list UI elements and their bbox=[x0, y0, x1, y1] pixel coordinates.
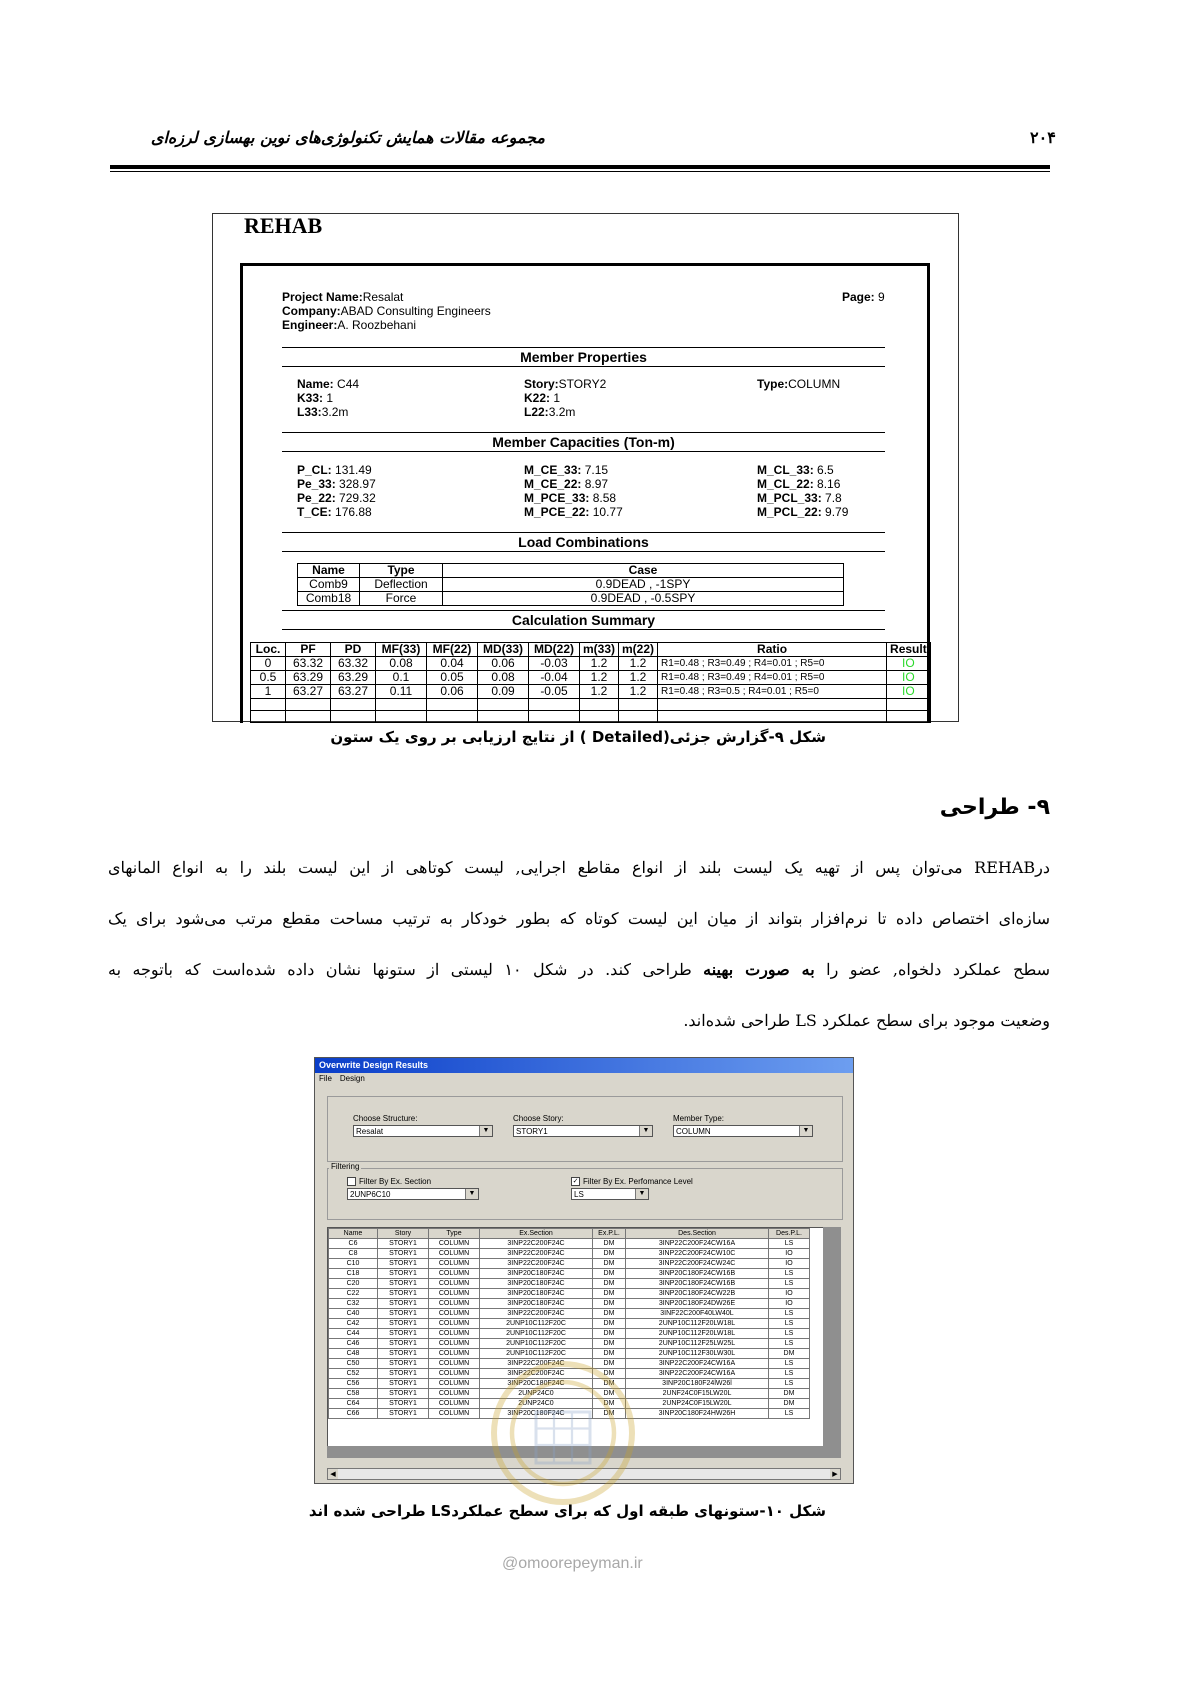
choose-structure-label: Choose Structure: bbox=[353, 1114, 418, 1123]
grid-cell[interactable]: STORY1 bbox=[378, 1409, 429, 1419]
capacities-col2 bbox=[524, 463, 623, 519]
divider bbox=[282, 451, 885, 452]
grid-cell[interactable]: STORY1 bbox=[378, 1359, 429, 1369]
capacity-item: T_CE: 176.88 bbox=[297, 505, 372, 519]
member-capacities-heading: Member Capacities (Ton-m) bbox=[492, 434, 675, 450]
grid-cell[interactable]: DM bbox=[593, 1279, 626, 1289]
table-cell: 1.2 bbox=[580, 657, 619, 671]
grid-cell[interactable]: C56 bbox=[329, 1379, 378, 1389]
grid-cell[interactable]: DM bbox=[593, 1329, 626, 1339]
capacity-item: M_PCE_33: 8.58 bbox=[524, 491, 617, 505]
grid-cell[interactable]: COLUMN bbox=[429, 1359, 480, 1369]
project-line: Project Name:Resalat bbox=[282, 290, 404, 304]
grid-cell[interactable]: 2UNP10C112F20LW18L bbox=[626, 1329, 769, 1339]
grid-cell[interactable]: C58 bbox=[329, 1389, 378, 1399]
grid-cell[interactable]: LS bbox=[769, 1319, 810, 1329]
grid-cell[interactable]: 2UNP10C112F20C bbox=[480, 1319, 593, 1329]
grid-cell[interactable]: DM bbox=[593, 1299, 626, 1309]
grid-cell[interactable]: DM bbox=[593, 1409, 626, 1419]
capacity-item: Pe_22: 729.32 bbox=[297, 491, 376, 505]
filter-performance-select[interactable]: LS ▼ bbox=[571, 1188, 649, 1200]
cs-header: m(22) bbox=[619, 643, 658, 657]
table-cell: 63.32 bbox=[331, 657, 376, 671]
grid-cell[interactable]: COLUMN bbox=[429, 1409, 480, 1419]
grid-cell[interactable]: STORY1 bbox=[378, 1369, 429, 1379]
capacities-col1 bbox=[297, 463, 376, 519]
grid-cell[interactable]: STORY1 bbox=[378, 1339, 429, 1349]
table-row bbox=[251, 671, 931, 685]
lc-header: Name bbox=[298, 564, 360, 578]
grid-cell[interactable]: 2UNF24C0F15LW20L bbox=[626, 1389, 769, 1399]
grid-header[interactable]: Des.Section bbox=[626, 1229, 769, 1239]
filtering-label: Filtering bbox=[331, 1162, 360, 1171]
grid-cell[interactable]: C64 bbox=[329, 1399, 378, 1409]
rehab-title: REHAB bbox=[244, 213, 323, 238]
grid-cell[interactable]: C8 bbox=[329, 1249, 378, 1259]
grid-cell[interactable]: 3INP22C200F24CW24C bbox=[626, 1259, 769, 1269]
table-row bbox=[251, 685, 931, 699]
member-l22: L22:3.2m bbox=[524, 405, 576, 419]
grid-cell[interactable]: LS bbox=[769, 1369, 810, 1379]
lc-header: Case bbox=[443, 564, 844, 578]
journal-title: مجموعه مقالات همایش تکنولوژی‌های نوین بهسازی لرزه‌ای bbox=[150, 128, 545, 147]
grid-cell[interactable]: 3INP22C200F24C bbox=[480, 1249, 593, 1259]
grid-cell[interactable]: 3INP22C200F24CW16A bbox=[626, 1239, 769, 1249]
menu-file[interactable]: File bbox=[319, 1074, 332, 1083]
grid-cell[interactable]: COLUMN bbox=[429, 1249, 480, 1259]
member-story: Story:STORY2 bbox=[524, 377, 607, 391]
grid-cell[interactable]: IO bbox=[769, 1259, 810, 1269]
table-cell: R1=0.48 ; R3=0.49 ; R4=0.01 ; R5=0 bbox=[658, 657, 887, 671]
chevron-down-icon[interactable]: ▼ bbox=[635, 1189, 648, 1199]
figure-10-caption: شکل ۱۰-ستونهای طبقه اول که برای سطح عملکردLS طراحی شده اند bbox=[308, 1502, 826, 1520]
table-row bbox=[298, 578, 844, 592]
choose-story-label: Choose Story: bbox=[513, 1114, 564, 1123]
grid-cell[interactable]: DM bbox=[593, 1239, 626, 1249]
header-rule bbox=[110, 165, 1050, 169]
capacity-item: Pe_33: 328.97 bbox=[297, 477, 376, 491]
table-row[interactable] bbox=[329, 1259, 810, 1269]
table-row bbox=[251, 657, 931, 671]
grid-cell[interactable]: C32 bbox=[329, 1299, 378, 1309]
grid-cell[interactable]: DM bbox=[593, 1399, 626, 1409]
grid-cell[interactable]: 3INP20C180F24C bbox=[480, 1269, 593, 1279]
grid-cell[interactable]: STORY1 bbox=[378, 1289, 429, 1299]
table-cell: 0.5 bbox=[251, 671, 286, 685]
chevron-down-icon[interactable]: ▼ bbox=[479, 1126, 492, 1136]
grid-cell[interactable]: STORY1 bbox=[378, 1329, 429, 1339]
grid-cell[interactable]: COLUMN bbox=[429, 1369, 480, 1379]
capacity-item: M_PCE_22: 10.77 bbox=[524, 505, 623, 519]
table-cell: 0.1 bbox=[376, 671, 427, 685]
grid-cell[interactable]: COLUMN bbox=[429, 1329, 480, 1339]
figure-9-caption: شکل ۹-گزارش جزئی(Detailed ) از نتایج ارزیابی بر روی یک ستون bbox=[330, 728, 826, 746]
table-row[interactable] bbox=[329, 1349, 810, 1359]
divider bbox=[282, 366, 885, 367]
paragraph-line: وضعیت موجود برای سطح عملکرد LS طراحی شده‌اند. bbox=[683, 1011, 1050, 1030]
table-cell: 0.06 bbox=[478, 657, 529, 671]
grid-header[interactable]: Ex.P.L. bbox=[593, 1229, 626, 1239]
table-cell: 0.9DEAD , -0.5SPY bbox=[443, 592, 844, 606]
table-cell: 63.29 bbox=[286, 671, 331, 685]
grid-cell[interactable]: 3INF22C200F40LW40L bbox=[626, 1309, 769, 1319]
divider bbox=[282, 347, 885, 348]
grid-cell[interactable]: STORY1 bbox=[378, 1239, 429, 1249]
table-cell: 1.2 bbox=[619, 671, 658, 685]
grid-cell[interactable]: COLUMN bbox=[429, 1349, 480, 1359]
table-cell: R1=0.48 ; R3=0.49 ; R4=0.01 ; R5=0 bbox=[658, 671, 887, 685]
member-type: Type:COLUMN bbox=[757, 377, 841, 391]
window-title: Overwrite Design Results bbox=[315, 1058, 853, 1073]
grid-cell[interactable]: DM bbox=[593, 1379, 626, 1389]
divider bbox=[282, 629, 885, 630]
grid-cell[interactable]: DM bbox=[769, 1389, 810, 1399]
grid-cell[interactable]: STORY1 bbox=[378, 1259, 429, 1269]
grid-cell[interactable]: LS bbox=[769, 1269, 810, 1279]
chevron-down-icon[interactable]: ▼ bbox=[465, 1189, 478, 1199]
grid-cell[interactable]: 3INP20C180F24CW16B bbox=[626, 1269, 769, 1279]
grid-cell[interactable]: COLUMN bbox=[429, 1299, 480, 1309]
grid-cell[interactable]: LS bbox=[769, 1359, 810, 1369]
capacities-col3 bbox=[757, 463, 848, 519]
paragraph-line: درREHAB می‌توان پس از تهیه یک لیست بلند از انواع مقاطع اجرایی, لیست کوتاهی از این لیست بلند را به انواع المانهای bbox=[108, 858, 1050, 877]
table-cell: 1.2 bbox=[580, 685, 619, 699]
result-cell: IO bbox=[887, 671, 931, 685]
grid-cell[interactable]: LS bbox=[769, 1329, 810, 1339]
grid-cell[interactable]: COLUMN bbox=[429, 1389, 480, 1399]
table-cell: R1=0.48 ; R3=0.5 ; R4=0.01 ; R5=0 bbox=[658, 685, 887, 699]
grid-cell[interactable]: C20 bbox=[329, 1279, 378, 1289]
grid-cell[interactable]: C22 bbox=[329, 1289, 378, 1299]
grid-cell[interactable]: 2UNP10C112F25LW25L bbox=[626, 1339, 769, 1349]
grid-cell[interactable]: COLUMN bbox=[429, 1339, 480, 1349]
grid-cell[interactable]: C42 bbox=[329, 1319, 378, 1329]
capacity-item: M_CE_22: 8.97 bbox=[524, 477, 609, 491]
table-row-empty bbox=[251, 699, 931, 711]
grid-cell[interactable]: LS bbox=[769, 1339, 810, 1349]
grid-cell[interactable]: COLUMN bbox=[429, 1279, 480, 1289]
menu-design[interactable]: Design bbox=[339, 1074, 365, 1083]
capacity-item: M_CL_33: 6.5 bbox=[757, 463, 834, 477]
grid-cell[interactable]: C66 bbox=[329, 1409, 378, 1419]
cs-header: MF(22) bbox=[427, 643, 478, 657]
grid-cell[interactable]: LS bbox=[769, 1239, 810, 1249]
grid-cell[interactable]: 3INP20C180F24C bbox=[480, 1409, 593, 1419]
table-row[interactable] bbox=[329, 1279, 810, 1289]
table-row[interactable] bbox=[329, 1339, 810, 1349]
grid-cell[interactable]: 3INP20C180F24lW26l bbox=[626, 1379, 769, 1389]
table-cell: 63.27 bbox=[331, 685, 376, 699]
member-l33: L33:3.2m bbox=[297, 405, 349, 419]
choose-structure-select[interactable]: Resalat ▼ bbox=[353, 1125, 493, 1137]
grid-cell[interactable]: 2UNP24C0 bbox=[480, 1389, 593, 1399]
grid-cell[interactable]: STORY1 bbox=[378, 1249, 429, 1259]
divider bbox=[282, 610, 885, 611]
table-cell: 0.08 bbox=[376, 657, 427, 671]
divider bbox=[282, 432, 885, 433]
grid-cell[interactable]: C10 bbox=[329, 1259, 378, 1269]
grid-empty-area bbox=[823, 1227, 841, 1446]
member-name: Name: C44 bbox=[297, 377, 360, 391]
grid-cell[interactable]: COLUMN bbox=[429, 1399, 480, 1409]
grid-cell[interactable]: COLUMN bbox=[429, 1269, 480, 1279]
checkbox-checked-icon[interactable]: ✓ bbox=[572, 1178, 579, 1186]
table-cell: 0.9DEAD , -1SPY bbox=[443, 578, 844, 592]
table-cell: 0.04 bbox=[427, 657, 478, 671]
grid-header[interactable]: Story bbox=[378, 1229, 429, 1239]
grid-cell[interactable]: 2UNP10C112F20C bbox=[480, 1349, 593, 1359]
grid-header[interactable]: Name bbox=[329, 1229, 378, 1239]
table-cell: 1.2 bbox=[580, 671, 619, 685]
grid-cell[interactable]: 2UNP10C112F20C bbox=[480, 1339, 593, 1349]
capacity-item: P_CL: 131.49 bbox=[297, 463, 372, 477]
grid-cell[interactable]: 3INP20C180F24CW16B bbox=[626, 1279, 769, 1289]
cs-header: PD bbox=[331, 643, 376, 657]
grid-cell[interactable]: LS bbox=[769, 1309, 810, 1319]
grid-cell[interactable]: DM bbox=[593, 1359, 626, 1369]
watermark-seal-icon bbox=[488, 1358, 638, 1508]
grid-cell[interactable]: 2UNP10C112F20LW18L bbox=[626, 1319, 769, 1329]
grid-cell[interactable]: C18 bbox=[329, 1269, 378, 1279]
grid-header[interactable]: Des.P.L. bbox=[769, 1229, 810, 1239]
grid-cell[interactable]: DM bbox=[593, 1369, 626, 1379]
grid-cell[interactable]: DM bbox=[593, 1249, 626, 1259]
capacity-item: M_PCL_22: 9.79 bbox=[757, 505, 849, 519]
result-cell: IO bbox=[887, 685, 931, 699]
filter-section-checkbox[interactable]: Filter By Ex. Section bbox=[347, 1177, 431, 1186]
grid-cell[interactable]: IO bbox=[769, 1289, 810, 1299]
emphasis: به صورت بهینه bbox=[703, 960, 815, 979]
company-line: Company:ABAD Consulting Engineers bbox=[282, 304, 491, 318]
grid-cell[interactable]: 2UNP24C0F15LW20L bbox=[626, 1399, 769, 1409]
grid-cell[interactable]: DM bbox=[769, 1399, 810, 1409]
capacity-item: M_CL_22: 8.16 bbox=[757, 477, 841, 491]
grid-header[interactable]: Type bbox=[429, 1229, 480, 1239]
grid-cell[interactable]: DM bbox=[593, 1309, 626, 1319]
grid-cell[interactable]: STORY1 bbox=[378, 1379, 429, 1389]
table-row bbox=[298, 592, 844, 606]
calculation-summary-heading: Calculation Summary bbox=[511, 612, 656, 628]
table-cell: 0.06 bbox=[427, 685, 478, 699]
table-cell: -0.05 bbox=[529, 685, 580, 699]
cs-header: MD(22) bbox=[529, 643, 580, 657]
section-heading: ۹- طراحی bbox=[939, 795, 1050, 820]
grid-cell[interactable]: 3INP20C180F24HW26H bbox=[626, 1409, 769, 1419]
grid-cell[interactable]: STORY1 bbox=[378, 1399, 429, 1409]
table-row[interactable] bbox=[329, 1319, 810, 1329]
grid-cell[interactable]: C52 bbox=[329, 1369, 378, 1379]
grid-cell[interactable]: 3INP22C200F24CW16A bbox=[626, 1359, 769, 1369]
table-cell: 0.05 bbox=[427, 671, 478, 685]
cs-header: m(33) bbox=[580, 643, 619, 657]
grid-cell[interactable]: C6 bbox=[329, 1239, 378, 1249]
table-row-empty bbox=[251, 711, 931, 723]
scroll-left-icon[interactable]: ◀ bbox=[328, 1469, 338, 1479]
watermark-text: @omoorepeyman.ir bbox=[502, 1555, 643, 1572]
table-cell: Comb18 bbox=[298, 592, 360, 606]
table-cell: 0 bbox=[251, 657, 286, 671]
table-cell: 0.08 bbox=[478, 671, 529, 685]
grid-cell[interactable]: STORY1 bbox=[378, 1279, 429, 1289]
grid-cell[interactable]: 3INP20C180F24C bbox=[480, 1379, 593, 1389]
grid-cell[interactable]: STORY1 bbox=[378, 1309, 429, 1319]
grid-cell[interactable]: DM bbox=[593, 1319, 626, 1329]
paragraph-line: سطح عملکرد دلخواه, عضو را به صورت بهینه طراحی کند. در شکل ۱۰ لیستی از ستونها نشان داده شده‌است که باتوجه به bbox=[108, 960, 1050, 979]
grid-cell[interactable]: 3INP22C200F24C bbox=[480, 1369, 593, 1379]
grid-cell[interactable]: DM bbox=[769, 1349, 810, 1359]
divider bbox=[282, 551, 885, 552]
grid-cell[interactable]: 3INP22C200F24C bbox=[480, 1359, 593, 1369]
member-properties-heading: Member Properties bbox=[520, 349, 647, 365]
load-combinations-heading: Load Combinations bbox=[518, 534, 649, 550]
grid-cell[interactable]: COLUMN bbox=[429, 1259, 480, 1269]
table-cell: Force bbox=[360, 592, 443, 606]
grid-cell[interactable]: 3INP22C200F24C bbox=[480, 1239, 593, 1249]
table-cell: 63.29 bbox=[331, 671, 376, 685]
cs-header: MF(33) bbox=[376, 643, 427, 657]
table-cell: 1.2 bbox=[619, 657, 658, 671]
cs-header: Result bbox=[887, 643, 931, 657]
paragraph-line: سازه‌ای اختصاص داده تا نرم‌افزار بتواند از میان این لیست کوتاه که بطور خودکار به ترتیب مساحت مقطع مرتب می‌شود برای یک bbox=[108, 909, 1050, 928]
grid-cell[interactable]: COLUMN bbox=[429, 1289, 480, 1299]
table-row[interactable] bbox=[329, 1289, 810, 1299]
cs-header: PF bbox=[286, 643, 331, 657]
table-row[interactable] bbox=[329, 1299, 810, 1309]
grid-cell[interactable]: LS bbox=[769, 1409, 810, 1419]
grid-cell[interactable]: DM bbox=[593, 1289, 626, 1299]
grid-cell[interactable]: C46 bbox=[329, 1339, 378, 1349]
engineer-line: Engineer:A. Roozbehani bbox=[282, 318, 417, 332]
grid-cell[interactable]: 3INP22C200F24CW16A bbox=[626, 1369, 769, 1379]
table-cell: 1 bbox=[251, 685, 286, 699]
grid-cell[interactable]: DM bbox=[593, 1349, 626, 1359]
header-rule-thin bbox=[110, 171, 1050, 172]
table-row[interactable] bbox=[329, 1309, 810, 1319]
grid-cell[interactable]: DM bbox=[593, 1269, 626, 1279]
table-row[interactable] bbox=[329, 1249, 810, 1259]
table-row[interactable] bbox=[329, 1269, 810, 1279]
capacity-item: M_CE_33: 7.15 bbox=[524, 463, 609, 477]
grid-cell[interactable]: C40 bbox=[329, 1309, 378, 1319]
menu-bar bbox=[319, 1073, 373, 1084]
capacity-item: M_PCL_33: 7.8 bbox=[757, 491, 842, 505]
grid-cell[interactable]: 3INP20C180F24DW26E bbox=[626, 1299, 769, 1309]
table-cell: -0.04 bbox=[529, 671, 580, 685]
table-row[interactable] bbox=[329, 1329, 810, 1339]
grid-cell[interactable]: C44 bbox=[329, 1329, 378, 1339]
grid-cell[interactable]: DM bbox=[593, 1389, 626, 1399]
grid-cell[interactable]: 2UNP10C112F20C bbox=[480, 1329, 593, 1339]
grid-cell[interactable]: COLUMN bbox=[429, 1319, 480, 1329]
grid-cell[interactable]: 3INP22C200F24C bbox=[480, 1309, 593, 1319]
table-cell: 0.11 bbox=[376, 685, 427, 699]
member-type-label: Member Type: bbox=[673, 1114, 724, 1123]
grid-cell[interactable]: LS bbox=[769, 1379, 810, 1389]
grid-cell[interactable]: IO bbox=[769, 1299, 810, 1309]
result-cell: IO bbox=[887, 657, 931, 671]
cs-header: Ratio bbox=[658, 643, 887, 657]
load-combinations-table bbox=[297, 563, 844, 606]
filter-performance-checkbox[interactable]: ✓ Filter By Ex. Perfomance Level bbox=[572, 1177, 693, 1186]
grid-cell[interactable]: COLUMN bbox=[429, 1379, 480, 1389]
grid-cell[interactable]: 3INP20C180F24C bbox=[480, 1289, 593, 1299]
grid-cell[interactable]: 3INP20C180F24CW22B bbox=[626, 1289, 769, 1299]
grid-cell[interactable]: C48 bbox=[329, 1349, 378, 1359]
grid-cell[interactable]: STORY1 bbox=[378, 1319, 429, 1329]
choose-story-select[interactable]: STORY1 ▼ bbox=[513, 1125, 653, 1137]
grid-cell[interactable]: STORY1 bbox=[378, 1349, 429, 1359]
grid-cell[interactable]: 2UNP24C0 bbox=[480, 1399, 593, 1409]
report-page-number: Page: 9 bbox=[842, 290, 885, 304]
table-cell: Deflection bbox=[360, 578, 443, 592]
divider bbox=[282, 532, 885, 533]
grid-cell[interactable]: STORY1 bbox=[378, 1269, 429, 1279]
grid-header[interactable]: Ex.Section bbox=[480, 1229, 593, 1239]
cs-header: Loc. bbox=[251, 643, 286, 657]
grid-cell[interactable]: 3INP22C200F24C bbox=[480, 1259, 593, 1269]
scroll-right-icon[interactable]: ▶ bbox=[830, 1469, 840, 1479]
table-cell: Comb9 bbox=[298, 578, 360, 592]
table-cell: -0.03 bbox=[529, 657, 580, 671]
table-cell: 1.2 bbox=[619, 685, 658, 699]
table-cell: 63.32 bbox=[286, 657, 331, 671]
grid-cell[interactable]: STORY1 bbox=[378, 1299, 429, 1309]
page-number: ۲۰۴ bbox=[1030, 128, 1056, 147]
calculation-summary-table bbox=[250, 642, 931, 723]
grid-cell[interactable]: 3INP22C200F24CW10C bbox=[626, 1249, 769, 1259]
table-cell: 0.09 bbox=[478, 685, 529, 699]
filter-section-select[interactable]: 2UNP6C10 ▼ bbox=[347, 1188, 479, 1200]
grid-cell[interactable]: STORY1 bbox=[378, 1389, 429, 1399]
checkbox-unchecked-icon[interactable] bbox=[347, 1177, 356, 1186]
member-k33: K33: 1 bbox=[297, 391, 334, 405]
chevron-down-icon[interactable]: ▼ bbox=[799, 1126, 812, 1136]
lc-header: Type bbox=[360, 564, 443, 578]
grid-cell[interactable]: IO bbox=[769, 1249, 810, 1259]
chevron-down-icon[interactable]: ▼ bbox=[639, 1126, 652, 1136]
member-k22: K22: 1 bbox=[524, 391, 561, 405]
grid-cell[interactable]: 2UNP10C112F30LW30L bbox=[626, 1349, 769, 1359]
table-row[interactable] bbox=[329, 1239, 810, 1249]
grid-cell[interactable]: C50 bbox=[329, 1359, 378, 1369]
grid-cell[interactable]: DM bbox=[593, 1259, 626, 1269]
member-type-select[interactable]: COLUMN ▼ bbox=[673, 1125, 813, 1137]
grid-cell[interactable]: COLUMN bbox=[429, 1309, 480, 1319]
grid-cell[interactable]: 3INP20C180F24C bbox=[480, 1299, 593, 1309]
grid-cell[interactable]: LS bbox=[769, 1279, 810, 1289]
grid-cell[interactable]: 3INP20C180F24C bbox=[480, 1279, 593, 1289]
grid-cell[interactable]: COLUMN bbox=[429, 1239, 480, 1249]
grid-cell[interactable]: DM bbox=[593, 1339, 626, 1349]
cs-header: MD(33) bbox=[478, 643, 529, 657]
table-cell: 63.27 bbox=[286, 685, 331, 699]
